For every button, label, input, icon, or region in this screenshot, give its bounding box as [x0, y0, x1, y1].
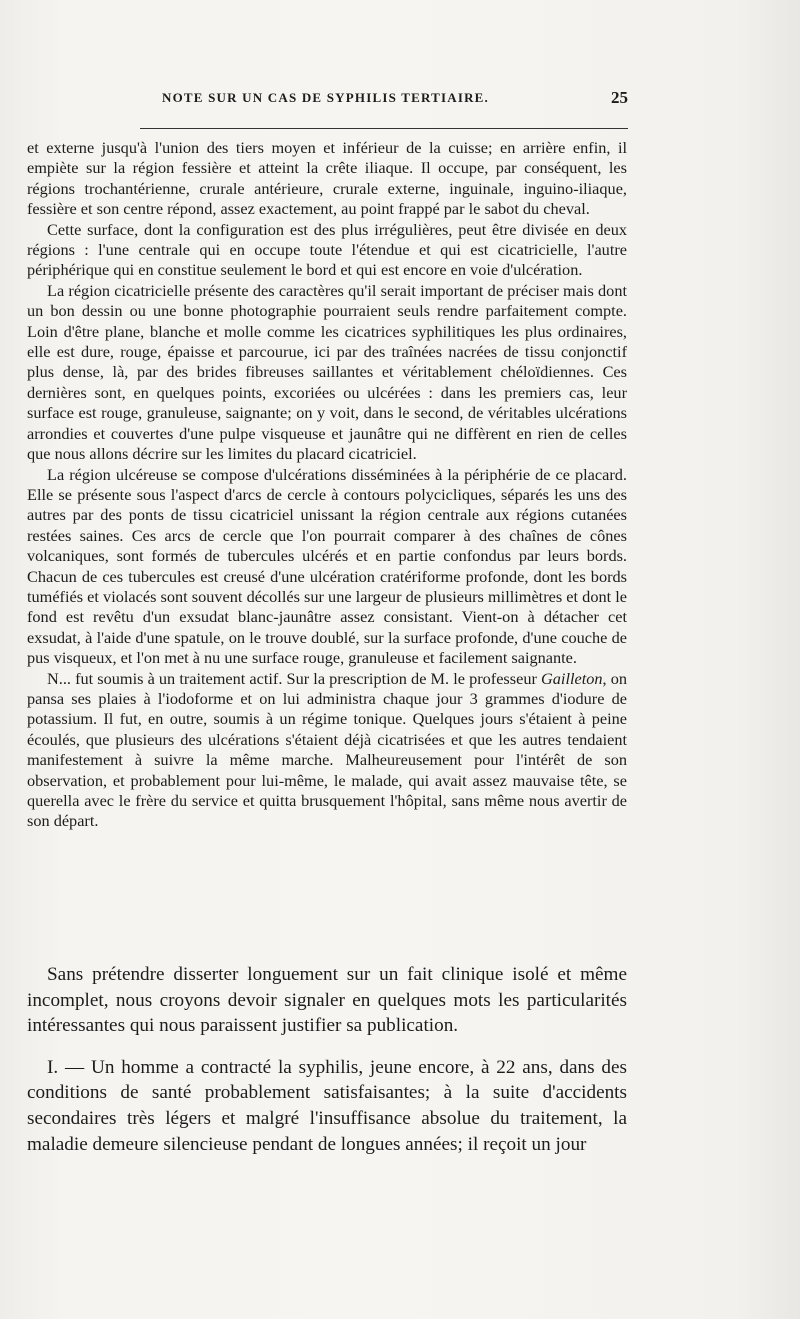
paragraph: La région ulcéreuse se compose d'ulcérations disséminées à la périphérie de ce placard. Elle se présente sous l'aspect d'arcs de cercle à contours polycicliques, séparés les uns des autres par des ponts de tissu cicatriciel unissant la région centrale aux régions cutanées restées saines. Ces arcs de cercle que l'on pourrait comparer à des chaînes de cônes volcaniques, sont formés de tubercules ulcérés et en partie confondus par leurs bords. Chacun de ces tubercules est creusé d'une ulcération cratériforme profonde, dont les bords tuméfiés et violacés sont souvent décollés sur une largeur de plusieurs millimètres et dont le fond est revêtu d'un exsudat blanc-jaunâtre assez consistant. Vient-on à détacher cet exsudat, à l'aide d'une spatule, on le trouve doublé, sur la surface profonde, d'une couche de pus visqueux, et l'on met à nu une surface rouge, granuleuse et facilement saignante.	[27, 464, 627, 668]
paragraph: Sans prétendre disserter longuement sur un fait clinique isolé et même incomplet, nous croyons devoir signaler en quelques mots les particularités intéressantes qui nous paraissent justifier sa publication.	[27, 964, 627, 1037]
running-title: NOTE SUR UN CAS DE SYPHILIS TERTIAIRE.	[162, 90, 490, 105]
paragraph-text: , on pansa ses plaies à l'iodoforme et on lui administra chaque jour 3 grammes d'iodure de potassium. Il fut, en outre, soumis à un régime tonique. Quelques jours s'étaient à peine écoulés, que plusieurs des ulcérations s'étaient déjà cicatrisées et que les autres tendaient manifestement à suivre la même marche. Malheureusement pour l'intérêt de son observation, et probablement pour lui-même, le malade, qui avait assez mauvaise tête, se querella avec le frère du service et quitta brusquement l'hôpital, sans même nous avertir de son départ.	[27, 668, 628, 831]
main-text-section	[27, 962, 627, 1157]
person-name: Gailleton	[541, 668, 603, 688]
paragraph: et externe jusqu'à l'union des tiers moyen et inférieur de la cuisse; en arrière enfin, il empiète sur la région fessière et atteint la crête iliaque. Il occupe, par conséquent, les régions trochantérienne, crurale antérieure, crurale externe, inguinale, inguino-iliaque, fessière et son centre répond, assez exactement, au point frappé par le sabot du cheval.	[27, 138, 627, 219]
small-print-section	[27, 138, 627, 832]
header-rule	[140, 128, 628, 129]
paragraph	[27, 669, 627, 832]
page-header	[140, 90, 628, 112]
paragraph-text: N... fut soumis à un traitement actif. Sur la prescription de M. le professeur	[47, 668, 542, 688]
paragraph: Cette surface, dont la configuration est des plus irrégulières, peut être divisée en deux régions : l'une centrale qui en occupe toute l'étendue et qui est cicatricielle, l'autre périphérique qui en constitue seulement le bord et qui est encore en voie d'ulcération.	[27, 219, 627, 280]
paragraph: I. — Un homme a contracté la syphilis, jeune encore, à 22 ans, dans des conditions de santé probablement satisfaisantes; à la suite d'accidents secondaires très légers et malgré l'insuffisance absolue du traitement, la maladie demeure silencieuse pendant de longues années; il reçoit un jour	[27, 1056, 627, 1155]
page-number: 25	[611, 88, 628, 107]
paragraph: La région cicatricielle présente des caractères qu'il serait important de préciser mais dont un bon dessin ou une bonne photographie pourraient seuls rendre parfaitement compte. Loin d'être plane, blanche et molle comme les cicatrices syphilitiques les plus ordinaires, elle est dure, rouge, épaisse et parcourue, ici par des traînées nacrées de tissu conjonctif plus dense, là, par des brides fibreuses saillantes et véritablement chéloïdiennes. Ces dernières sont, en quelques points, excoriées ou ulcérées : dans les premiers cas, leur surface est rouge, granuleuse, saignante; on y voit, dans le second, de véritables ulcérations arrondies et couvertes d'une pulpe visqueuse et jaunâtre qui ne diffèrent en rien de celles que nous allons décrire sur les limites du placard cicatriciel.	[27, 280, 627, 464]
